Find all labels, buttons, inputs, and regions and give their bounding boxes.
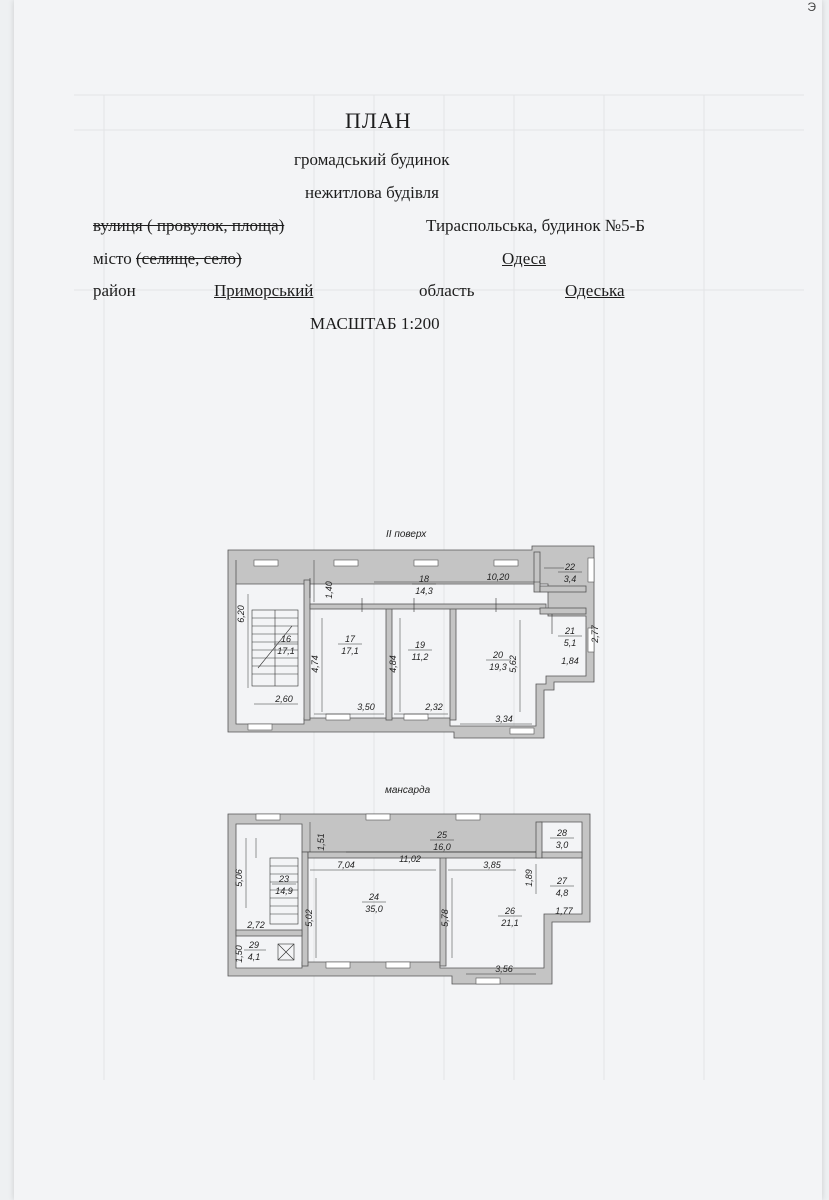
city-value: Одеса [502, 249, 546, 268]
room-area: 11,2 [411, 652, 429, 662]
region-label: область [419, 281, 475, 300]
room-num: 26 [504, 906, 516, 916]
city-label: місто [93, 249, 132, 268]
city-label-struck: (селище, село) [135, 249, 242, 268]
room-area: 4,1 [247, 952, 261, 962]
room-num: 20 [492, 650, 504, 660]
dimension-label: 3,85 [483, 860, 501, 870]
room-num: 25 [436, 830, 448, 840]
dimension-label: 5,62 [508, 655, 518, 673]
dimension-label: 2,60 [275, 694, 293, 704]
floor2-caption: II поверх [386, 529, 427, 540]
room-num: 29 [248, 940, 260, 950]
room-area: 5,1 [563, 638, 577, 648]
dimension-label: 7,04 [337, 860, 355, 870]
floor2-plan [214, 538, 604, 748]
district-value: Приморський [214, 281, 314, 300]
room-area: 3,4 [563, 574, 577, 584]
room-num: 24 [368, 892, 380, 902]
room-num: 16 [280, 634, 292, 644]
room-area: 16,0 [433, 842, 451, 852]
dimension-label: 4,84 [388, 655, 398, 673]
room-num: 27 [556, 876, 568, 886]
room-area: 4,8 [555, 888, 569, 898]
dimension-label: 5,02 [304, 909, 314, 927]
dimension-label: 1,40 [324, 581, 334, 599]
street-label: вулиця ( провулок, площа) [93, 216, 285, 235]
room-num: 28 [556, 828, 568, 838]
dimension-label: 1,77 [555, 906, 573, 916]
dimension-label: 2,77 [590, 625, 600, 643]
room-num: 18 [418, 574, 430, 584]
scale-label: МАСШТАБ 1:200 [310, 314, 440, 333]
dimension-label: 10,20 [486, 572, 510, 582]
vent-icon [278, 944, 294, 960]
room-num: 23 [278, 874, 290, 884]
dimension-label: 3,56 [495, 964, 513, 974]
dimension-label: 5,78 [440, 909, 450, 927]
document-sheet [14, 0, 822, 1200]
room-area: 3,0 [555, 840, 569, 850]
dimension-label: 1,84 [561, 656, 579, 666]
dimension-label: 3,34 [495, 714, 513, 724]
dimension-label: 6,20 [236, 605, 246, 623]
plan-title: ПЛАН [345, 108, 412, 133]
room-area: 21,1 [501, 918, 519, 928]
region-value: Одеська [565, 281, 625, 300]
room-area: 14,9 [275, 886, 293, 896]
street-value: Тираспольська, будинок №5-Б [426, 216, 646, 235]
corner-mark: Э [807, 0, 816, 14]
attic-caption: мансарда [385, 785, 431, 796]
dimension-label: 1,51 [316, 833, 326, 851]
dimension-label: 1,89 [524, 869, 534, 887]
room-area: 17,1 [341, 646, 359, 656]
room-area: 14,3 [415, 586, 433, 596]
dimension-label: 5,06 [234, 869, 244, 887]
building-type: громадський будинок [294, 150, 450, 169]
room-area: 17,1 [277, 646, 295, 656]
room-num: 22 [564, 562, 576, 572]
dimension-label: 2,32 [425, 702, 443, 712]
dimension-label: 1,50 [234, 945, 244, 963]
dimension-label: 2,72 [247, 920, 265, 930]
room-num: 19 [414, 640, 426, 650]
dimension-label: 11,02 [399, 854, 421, 864]
district-label: район [93, 281, 136, 300]
dimension-label: 3,50 [357, 702, 375, 712]
building-subtype: нежитлова будівля [305, 183, 439, 202]
dimension-label: 4,74 [310, 655, 320, 673]
room-num: 17 [344, 634, 356, 644]
city-row [93, 249, 242, 269]
room-num: 21 [564, 626, 576, 636]
room-area: 19,3 [489, 662, 507, 672]
wall [304, 580, 310, 720]
attic-plan [226, 808, 606, 998]
room-area: 35,0 [365, 904, 383, 914]
